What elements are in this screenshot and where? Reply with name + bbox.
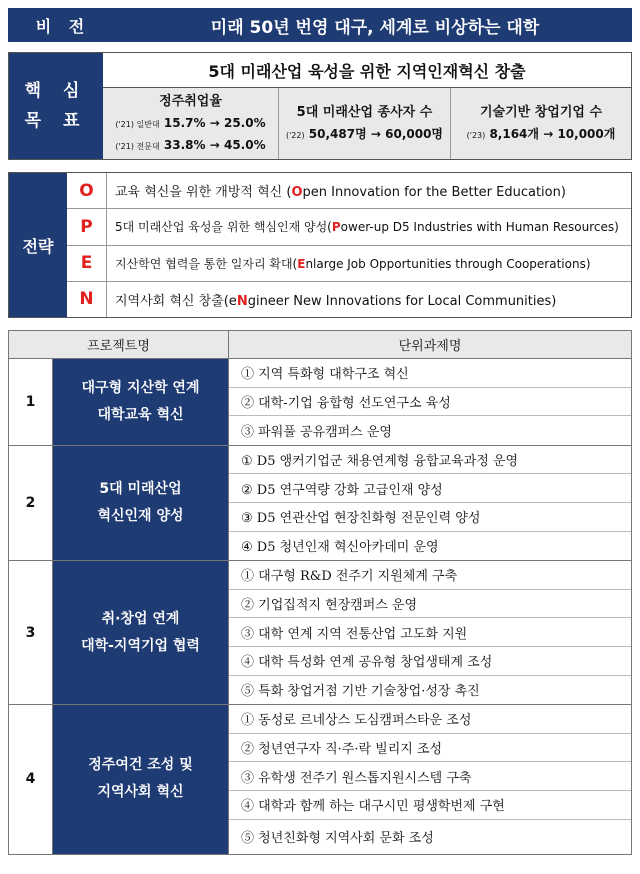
project-number: 1: [9, 359, 53, 446]
task-item: ① 대구형 R&D 전주기 지원체계 구축: [229, 561, 631, 590]
header-task-name: 단위과제명: [229, 331, 632, 359]
project-name: 5대 미래산업 혁신인재 양성: [53, 445, 229, 560]
project-row: [9, 359, 632, 446]
task-item: ① D5 앵커기업군 채용연계형 융합교육과정 운영: [229, 446, 631, 475]
task-item: ② D5 연구역량 강화 고급인재 양성: [229, 474, 631, 503]
task-item: ③ 대학 연계 지역 전통산업 고도화 지원: [229, 618, 631, 647]
task-item: ② 기업집적지 현장캠퍼스 운영: [229, 590, 631, 619]
project-name: 취·창업 연계 대학-지역기업 협력: [53, 561, 229, 705]
task-item: ② 청년연구자 직·주·락 빌리지 조성: [229, 734, 631, 763]
task-list: [229, 705, 632, 854]
goal-title: 기술기반 창업기업 수: [479, 105, 603, 120]
goal-cell-startups: [451, 88, 631, 159]
strategy-section: [8, 172, 632, 318]
strategy-desc: 지산학연 협력을 통한 일자리 확대(Enlarge Job Opportunities through Cooperations): [115, 256, 591, 271]
task-list: [229, 359, 632, 446]
strategy-letter: N: [67, 282, 107, 317]
task-item: ④ 대학과 함께 하는 대구시민 평생학번제 구현: [229, 791, 631, 820]
task-item: ③ 유학생 전주기 원스톱지원시스템 구축: [229, 762, 631, 791]
vision-text: 미래 50년 번영 대구, 세계로 비상하는 대학: [210, 17, 540, 38]
goal-value: ('23) 8,164개 → 10,000개: [466, 127, 616, 141]
strategy-row-e: [67, 246, 631, 282]
project-number: 4: [9, 705, 53, 854]
task-list: [229, 561, 632, 705]
strategy-desc: 교육 혁신을 위한 개방적 혁신 (Open Innovation for the Better Education): [115, 185, 566, 201]
strategy-label: 전략: [9, 173, 67, 317]
strategy-desc: 5대 미래산업 육성을 위한 핵심인재 양성(Power-up D5 Industries with Human Resources): [115, 220, 619, 235]
projects-table: [8, 330, 632, 855]
task-item: ① 동성로 르네상스 도심캠퍼스타운 조성: [229, 705, 631, 734]
project-row: [9, 705, 632, 854]
goals-label-line1: 핵 심: [24, 81, 88, 101]
task-list: [229, 445, 632, 560]
task-item: ③ D5 연관산업 현장친화형 전문인력 양성: [229, 503, 631, 532]
strategy-row-p: [67, 209, 631, 245]
task-item: ② 대학-기업 융합형 선도연구소 육성: [229, 388, 631, 417]
goal-value: ('22) 50,487명 → 60,000명: [285, 127, 444, 141]
project-row: [9, 445, 632, 560]
strategy-row-o: [67, 173, 631, 209]
project-name: 대구형 지산학 연계 대학교육 혁신: [53, 359, 229, 446]
project-number: 2: [9, 445, 53, 560]
goal-value: ('21) 일반대 15.7% → 25.0%: [115, 116, 266, 130]
strategy-letter: O: [67, 173, 107, 208]
task-item: ⑤ 청년친화형 지역사회 문화 조성: [241, 831, 434, 846]
task-item: ④ 대학 특성화 연계 공유형 창업생태계 조성: [229, 647, 631, 676]
task-item: ① 지역 특화형 대학구조 혁신: [229, 359, 631, 388]
vision-label: 비 전: [35, 16, 91, 36]
project-name: 정주여건 조성 및 지역사회 혁신: [53, 705, 229, 854]
goal-title: 정주취업율: [159, 94, 222, 109]
project-number: 3: [9, 561, 53, 705]
goals-label: [9, 53, 103, 159]
strategy-desc: 지역사회 혁신 창출(eNgineer New Innovations for Local Communities): [115, 293, 557, 309]
goal-cell-employment: [103, 88, 279, 159]
header-project-name: 프로젝트명: [9, 331, 229, 359]
goal-title: 5대 미래산업 종사자 수: [296, 105, 433, 120]
vision-bar: [8, 8, 632, 42]
strategy-letter: E: [67, 246, 107, 281]
goals-main: 5대 미래산업 육성을 위한 지역인재혁신 창출: [103, 53, 631, 88]
core-goals: [8, 52, 632, 160]
goal-cell-workers: [279, 88, 451, 159]
task-item: ③ 파워풀 공유캠퍼스 운영: [241, 424, 392, 440]
strategy-letter: P: [67, 209, 107, 244]
goal-value: ('21) 전문대 33.8% → 45.0%: [115, 138, 266, 152]
project-row: [9, 561, 632, 705]
strategy-row-n: [67, 282, 631, 317]
task-item: ⑤ 특화 창업거점 기반 기술창업·성장 촉진: [241, 684, 480, 700]
goals-label-line2: 목 표: [24, 111, 88, 131]
task-item: ④ D5 청년인재 혁신아카데미 운영: [241, 540, 439, 556]
